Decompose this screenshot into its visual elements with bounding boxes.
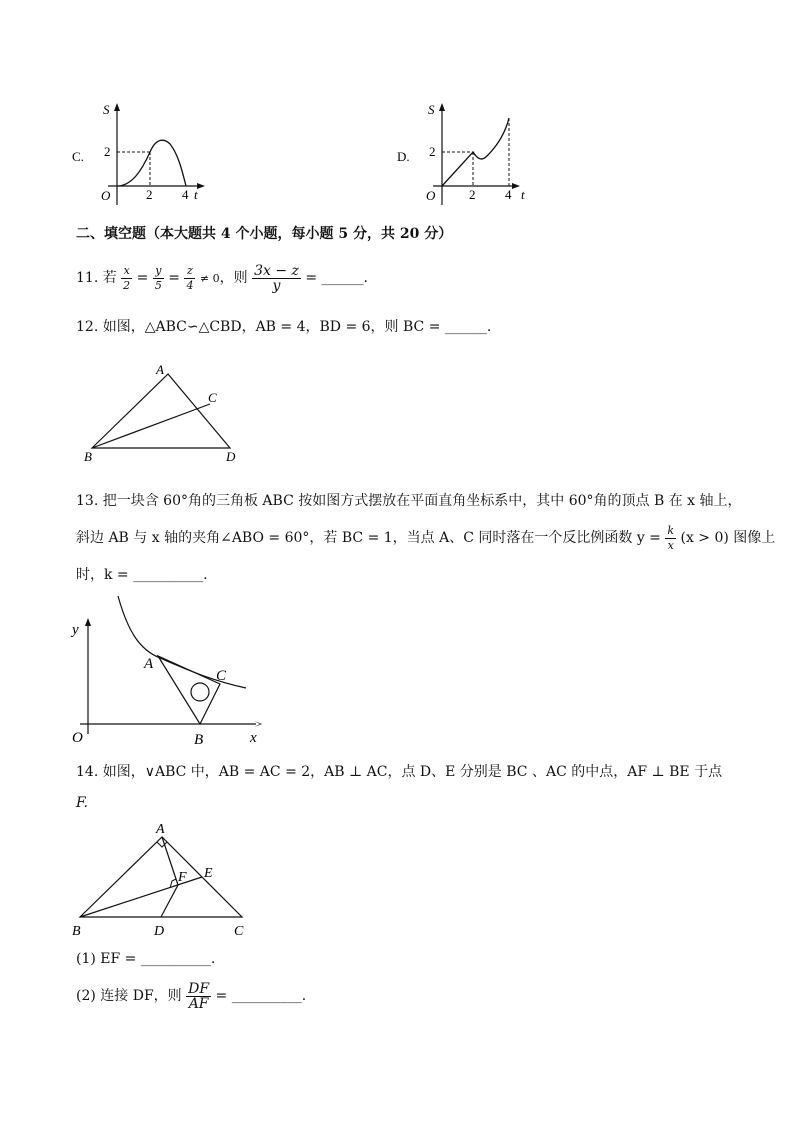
question-14-part2: (2) 连接 DF，则 $\frac{DF}{AF}$ = __________. bbox=[76, 980, 307, 1012]
figure-q13 bbox=[70, 592, 270, 748]
svg-text:B: B bbox=[72, 924, 81, 939]
question-13-line2: 斜边 AB 与 x 轴的夹角∠ABO = 60°，若 BC = 1，当点 A、C 同时落在一个反比例函数 y = $\frac{k}{x}$ (x > 0) 图像上 bbox=[76, 523, 776, 552]
svg-text:A: A bbox=[156, 822, 165, 837]
svg-text:S: S bbox=[428, 102, 435, 117]
question-13-line1: 13. 把一块含 60°角的三角板 ABC 按如图方式摆放在平面直角坐标系中，其中 60°角的顶点 B 在 x 轴上， bbox=[76, 493, 742, 509]
svg-text:O: O bbox=[101, 188, 111, 203]
question-12: 12. 如图，△ABC∽△CBD，AB = 4，BD = 6，则 BC = ______. bbox=[76, 319, 492, 335]
svg-text:E: E bbox=[204, 866, 213, 881]
svg-text:C: C bbox=[216, 668, 227, 684]
svg-text:B: B bbox=[194, 732, 204, 748]
svg-text:4: 4 bbox=[505, 187, 512, 202]
svg-text:D: D bbox=[154, 924, 165, 939]
graph-c bbox=[70, 100, 220, 210]
svg-text:x: x bbox=[250, 730, 257, 746]
question-14-line2: F. bbox=[76, 795, 88, 811]
svg-text:y: y bbox=[72, 622, 79, 638]
figure-q12 bbox=[80, 360, 250, 470]
svg-text:2: 2 bbox=[104, 144, 111, 159]
svg-text:t: t bbox=[194, 187, 198, 202]
graph-c-option: C. bbox=[72, 149, 84, 164]
question-14-line1: 14. 如图，∨ABC 中，AB = AC = 2，AB ⊥ AC，点 D、E 分别是 BC 、AC 的中点，AF ⊥ BE 于点 bbox=[76, 764, 723, 780]
svg-text:S: S bbox=[103, 102, 110, 117]
graph-d bbox=[395, 100, 545, 210]
svg-text:B: B bbox=[84, 449, 92, 464]
question-14-part1: (1) EF = __________. bbox=[76, 951, 216, 967]
svg-text:O: O bbox=[426, 188, 436, 203]
svg-text:A: A bbox=[144, 656, 154, 672]
svg-text:C: C bbox=[234, 924, 244, 939]
svg-text:C: C bbox=[208, 390, 217, 405]
svg-text:2: 2 bbox=[429, 144, 436, 159]
svg-text:2: 2 bbox=[469, 187, 476, 202]
section-header: 二、填空题（本大题共 4 个小题，每小题 5 分，共 20 分） bbox=[76, 226, 453, 242]
svg-text:F: F bbox=[178, 870, 187, 885]
svg-text:A: A bbox=[156, 362, 164, 377]
question-13-line3: 时，k = __________. bbox=[76, 567, 208, 583]
question-11: 11. 若 $\frac{x}{2}$ = $\frac{y}{5}$ = $\frac{z}{4}$ ≠ 0，则 $\frac{3x - z}{y}$ = ______. bbox=[76, 262, 368, 294]
svg-text:O: O bbox=[72, 730, 83, 746]
graph-d-option: D. bbox=[397, 149, 410, 164]
svg-text:t: t bbox=[521, 187, 525, 202]
svg-text:4: 4 bbox=[182, 187, 189, 202]
figure-q14 bbox=[70, 815, 260, 940]
svg-text:D: D bbox=[226, 449, 236, 464]
svg-text:2: 2 bbox=[146, 187, 153, 202]
